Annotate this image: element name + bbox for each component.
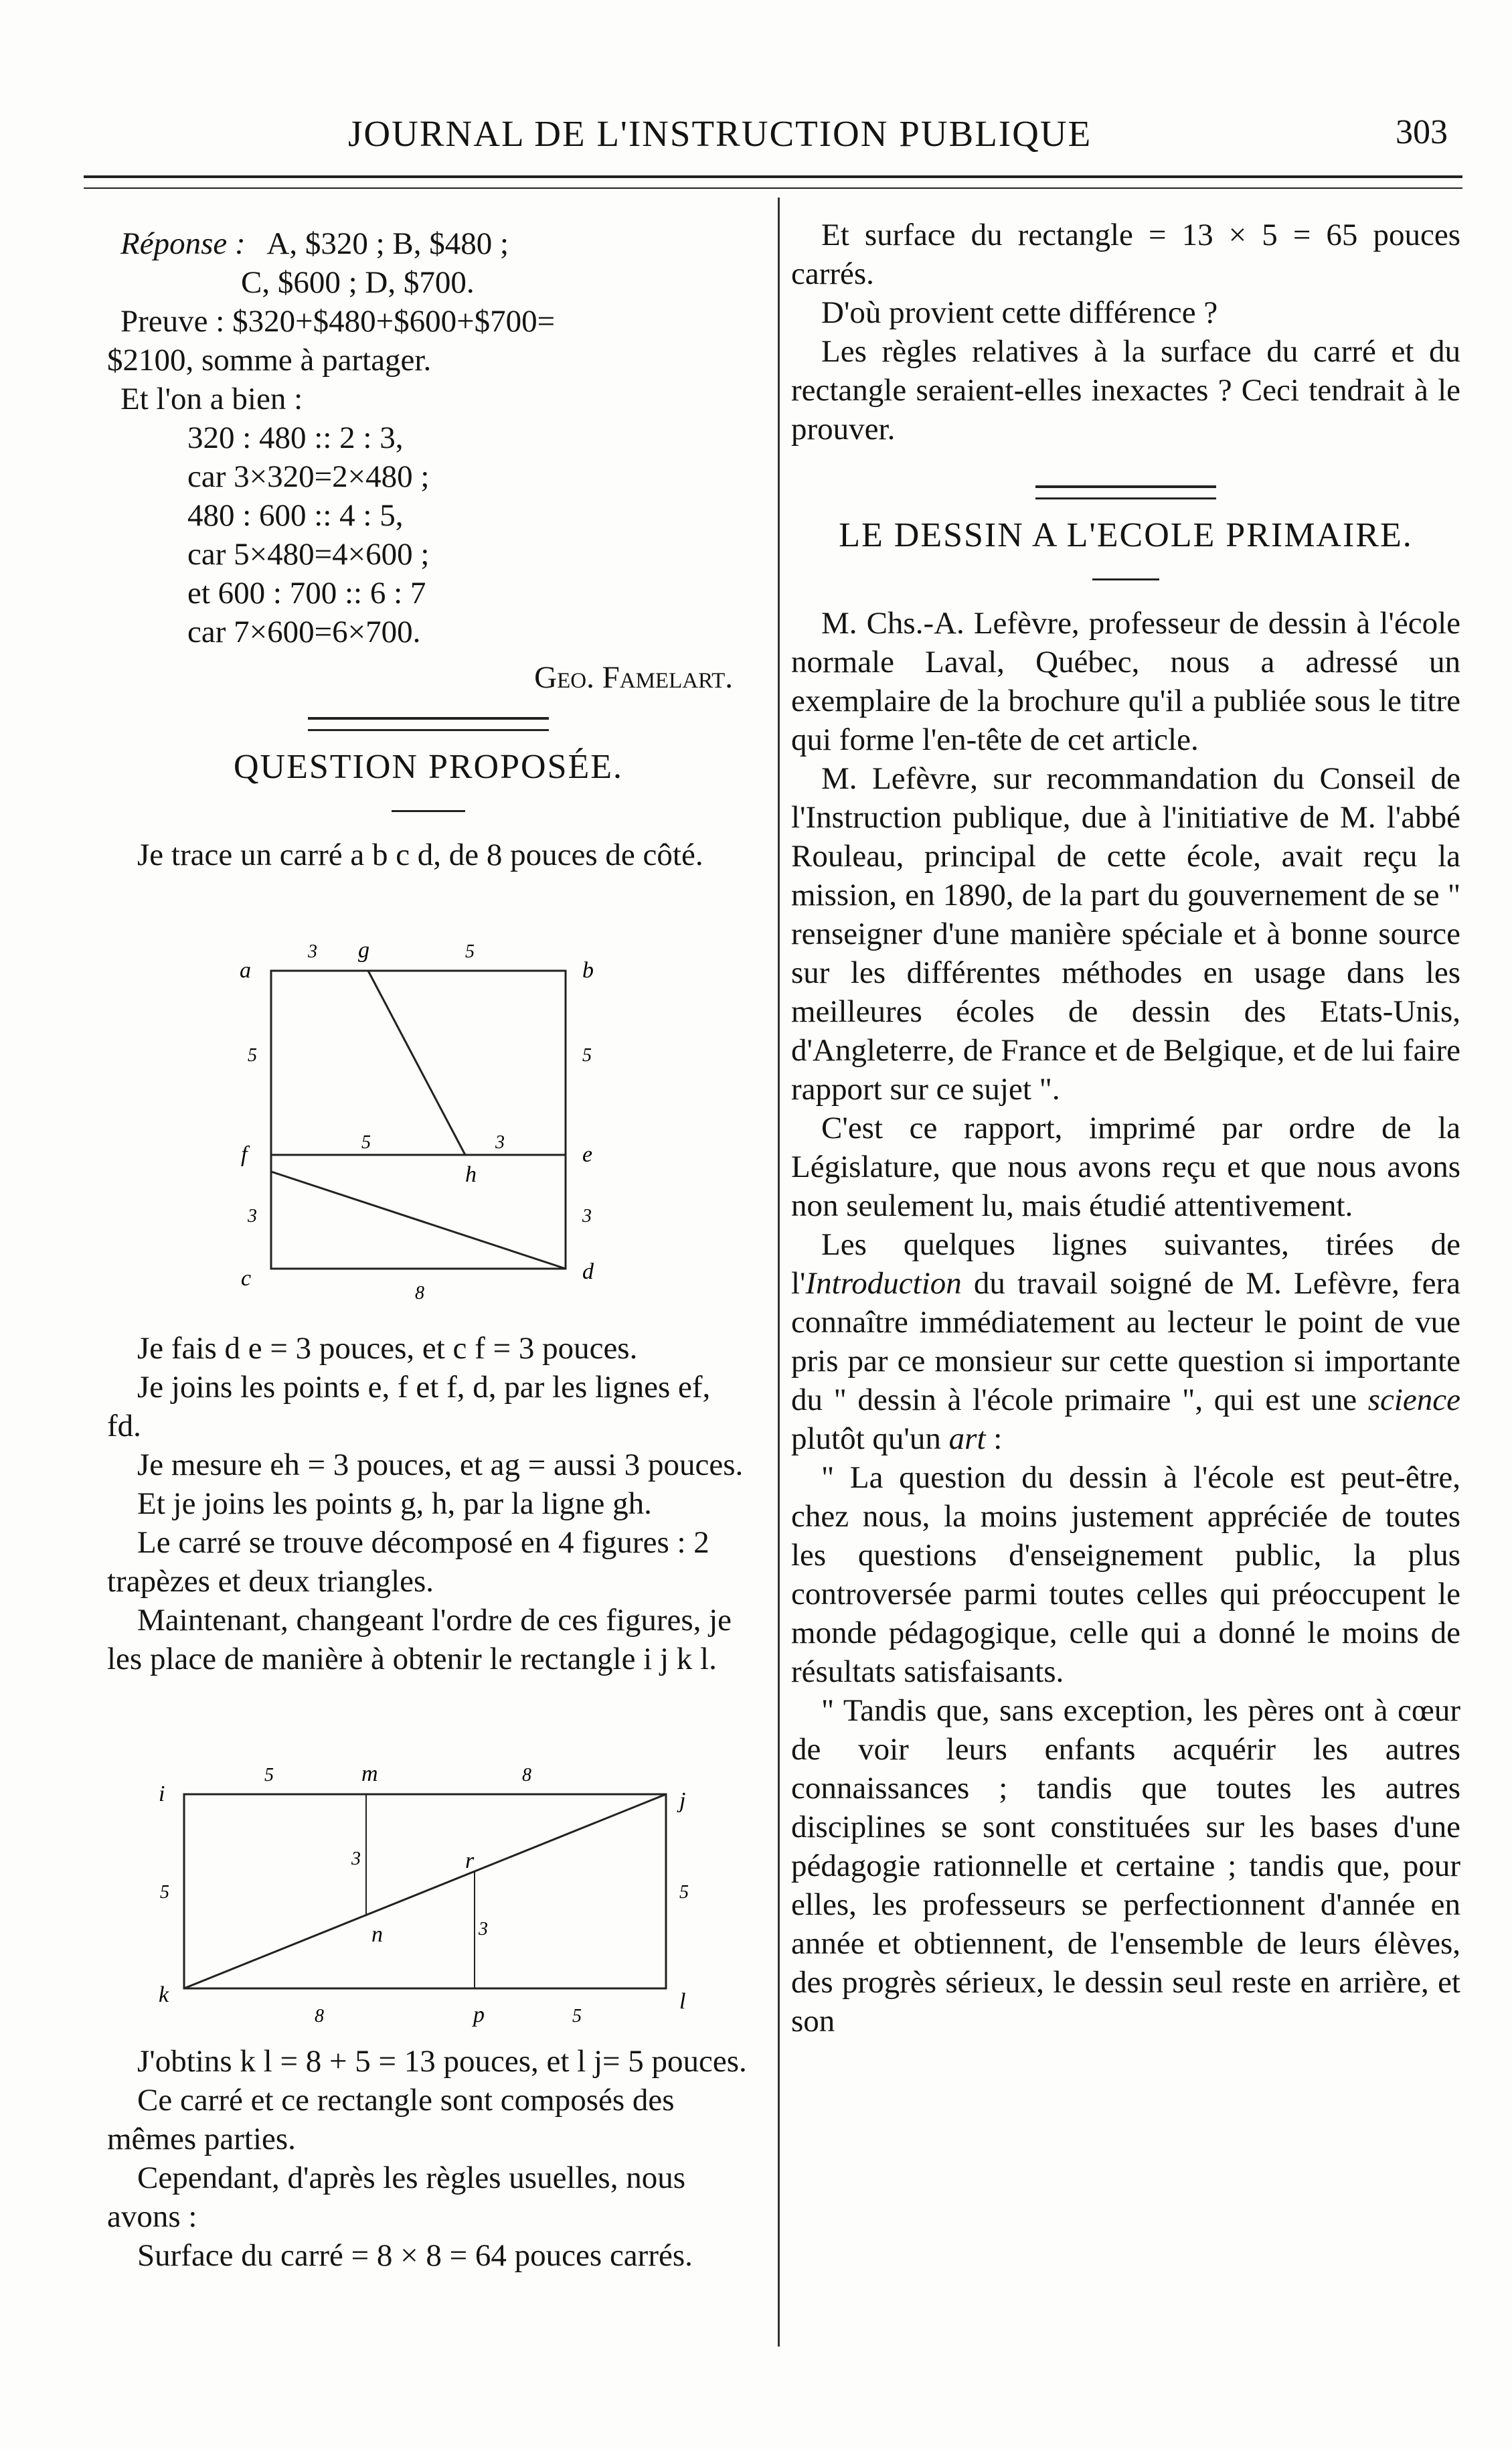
question-para-8: J'obtins k l = 8 + 5 = 13 pouces, et l j= 5 pouces. [137,2044,747,2079]
question-para-1: Je trace un carré a b c d, de 8 pouces de côté. [137,838,703,872]
question-para-10: Cependant, d'après les règles usuelles, nous avons : [107,2160,686,2234]
label-g: g [358,938,369,963]
left-column-middle [107,1329,750,1678]
label-r: r [465,1848,475,1873]
header-rule-thin [84,187,1462,189]
short-rule [1092,578,1159,580]
ratio-line: 480 : 600 :: 4 : 5, [187,498,404,533]
dim-right-bottom: 3 [582,1206,592,1227]
dim-left: 5 [160,1882,169,1903]
label-n: n [371,1922,383,1947]
question-para-3: Je joins les points e, f et f, d, par les lignes ef, fd. [107,1370,711,1443]
right-para-1: Et surface du rectangle = 13 × 5 = 65 pouces carrés. [791,218,1460,291]
question-para-9: Ce carré et ce rectangle sont composés des mêmes parties. [107,2083,675,2156]
answer-values-1: A, $320 ; B, $480 ; [266,226,509,261]
dim-right: 5 [679,1882,689,1903]
dim-mid-right: 3 [495,1132,505,1153]
label-i: i [159,1782,165,1806]
question-para-4: Je mesure eh = 3 pouces, et ag = aussi 3 pouces. [137,1447,744,1482]
ratio-line: car 7×600=6×700. [187,615,421,649]
dim-inner-2: 3 [479,1919,488,1940]
label-a: a [240,958,251,983]
rectangle-figure [151,1754,706,2035]
article-para-5: " La question du dessin à l'école est peut-être, chez nous, la moins justement appréciée de toutes les questions d'enseignement public, la plus controversée parmi toutes celles qui préoccupent le monde pédagogique, celle qui a donné le moins de résultats satisfaisants. [791,1460,1460,1689]
question-para-6: Le carré se trouve décomposé en 4 figures : 2 trapèzes et deux triangles. [107,1525,709,1599]
proof-line-2: $2100, somme à partager. [107,343,432,378]
ratio-line: car 3×320=2×480 ; [187,459,430,494]
question-para-7: Maintenant, changeant l'ordre de ces figures, je les place de manière à obtenir le rectangle i j k l. [107,1603,732,1676]
rectangle-diagonal [184,1794,666,1988]
article-para-1: M. Chs.-A. Lefèvre, professeur de dessin à l'école normale Laval, Québec, nous a adressé un exemplaire de la brochure qu'il a publiée sous le titre qui forme l'en-tête de cet article. [791,606,1460,757]
left-column-top [107,224,750,874]
right-para-3: Les règles relatives à la surface du carré et du rectangle seraient-elles inexactes ? Ceci tendrait à le prouver. [791,334,1460,447]
running-header-title: JOURNAL DE L'INSTRUCTION PUBLIQUE [348,113,1092,154]
dim-bottom: 8 [415,1283,424,1304]
answer-label: Réponse : [120,226,246,261]
label-e: e [582,1142,593,1167]
dim-left-bottom: 3 [248,1206,257,1227]
line-gh [368,971,465,1155]
answer-line-2: C, $600 ; D, $700. [241,265,475,300]
p4-text-c: du travail soigné de M. Lefèvre, fera connaître immédiatement au lecteur le point de vue pris par ce monsieur sur cette question si importante du " dessin à l'école primaire ", qui est une [791,1266,1460,1417]
dim-top-left: 5 [264,1765,274,1786]
p4-italic-introduction: Introduction [805,1266,962,1301]
short-rule [392,810,465,812]
label-m: m [361,1761,378,1786]
dim-mid-left: 5 [361,1132,371,1153]
article-para-3: C'est ce rapport, imprimé par ordre de la Législature, que nous avons reçu et que nous avons non seulement lu, mais étudié attentivement. [791,1111,1460,1223]
dim-bottom-left: 8 [315,2006,324,2027]
ratio-line: car 5×480=4×600 ; [187,537,430,572]
column-separator [778,198,780,2347]
right-para-2: D'où provient cette différence ? [821,295,1218,330]
dim-bottom-right: 5 [572,2006,582,2027]
article-para-6: " Tandis que, sans exception, les pères ont à cœur de voir leurs enfants acquérir les autres connaissances ; tandis que toutes les autres disciplines se sont constituées sur les bases d'une pédagogie rationnelle et certaine ; tandis que, pour elles, les professeurs se perfectionnent d'année en année et obtiennent, de l'ensemble de leurs élèves, des progrès sérieux, le dessin seul reste en arrière, et son [791,1693,1460,2039]
left-column-bottom [107,2042,750,2275]
label-h: h [465,1162,477,1187]
square-figure [228,934,629,1309]
label-l: l [679,1989,686,2014]
dim-inner-1: 3 [351,1848,361,1869]
label-d: d [582,1259,594,1284]
proof-line-3: Et l'on a bien : [120,382,303,416]
section-double-rule [308,717,549,731]
square-outline [271,971,566,1269]
article-title: LE DESSIN A L'ECOLE PRIMAIRE. [839,516,1413,554]
article-para-4 [791,1225,1460,1458]
question-title: QUESTION PROPOSÉE. [233,748,624,786]
label-f: f [241,1142,248,1167]
label-k: k [159,1982,169,2007]
page-number: 303 [1396,113,1448,151]
right-column [791,216,1460,2041]
p4-italic-science: science [1367,1382,1460,1417]
p4-italic-art: art [948,1421,986,1456]
p4-text-g: : [985,1421,1003,1456]
p4-text-e: plutôt qu'un [791,1421,949,1456]
ratio-line: 320 : 480 :: 2 : 3, [187,420,404,455]
label-b: b [582,958,594,983]
question-para-5: Et je joins les points g, h, par la ligne gh. [137,1486,652,1521]
label-p: p [473,2002,485,2027]
answer-line-1 [107,224,750,263]
question-para-2: Je fais d e = 3 pouces, et c f = 3 pouces. [137,1331,638,1366]
dim-right-top: 5 [582,1045,592,1066]
ratio-line: et 600 : 700 :: 6 : 7 [187,576,426,611]
dim-top-left: 3 [308,941,317,962]
p4-text-a: Les quelques lignes suivantes, tirées de l' [791,1227,1460,1301]
dim-top-right: 5 [465,941,475,962]
label-c: c [241,1266,252,1291]
dim-top-right: 8 [522,1765,531,1786]
ratio-list [107,418,750,651]
section-double-rule [1035,485,1216,499]
dim-left-top: 5 [248,1045,257,1066]
header-rule-thick [84,175,1462,178]
line-fd [271,1172,566,1269]
proof-line-1: Preuve : $320+$480+$600+$700= [120,304,556,339]
question-para-11: Surface du carré = 8 × 8 = 64 pouces carrés. [137,2238,693,2273]
signature: Geo. Famelart. [534,660,733,695]
label-j: j [679,1788,686,1813]
article-para-2: M. Lefèvre, sur recommandation du Conseil de l'Instruction publique, due à l'initiative de M. l'abbé Rouleau, principal de cette école, avait reçu la mission, en 1890, de la part du gouvernement de se " renseigner d'une manière spéciale et à bonne source sur les différentes méthodes en usage dans les meilleures écoles de dessin des Etats-Unis, d'Angleterre, de France et de Belgique, et de lui faire rapport sur ce sujet ". [791,761,1460,1107]
